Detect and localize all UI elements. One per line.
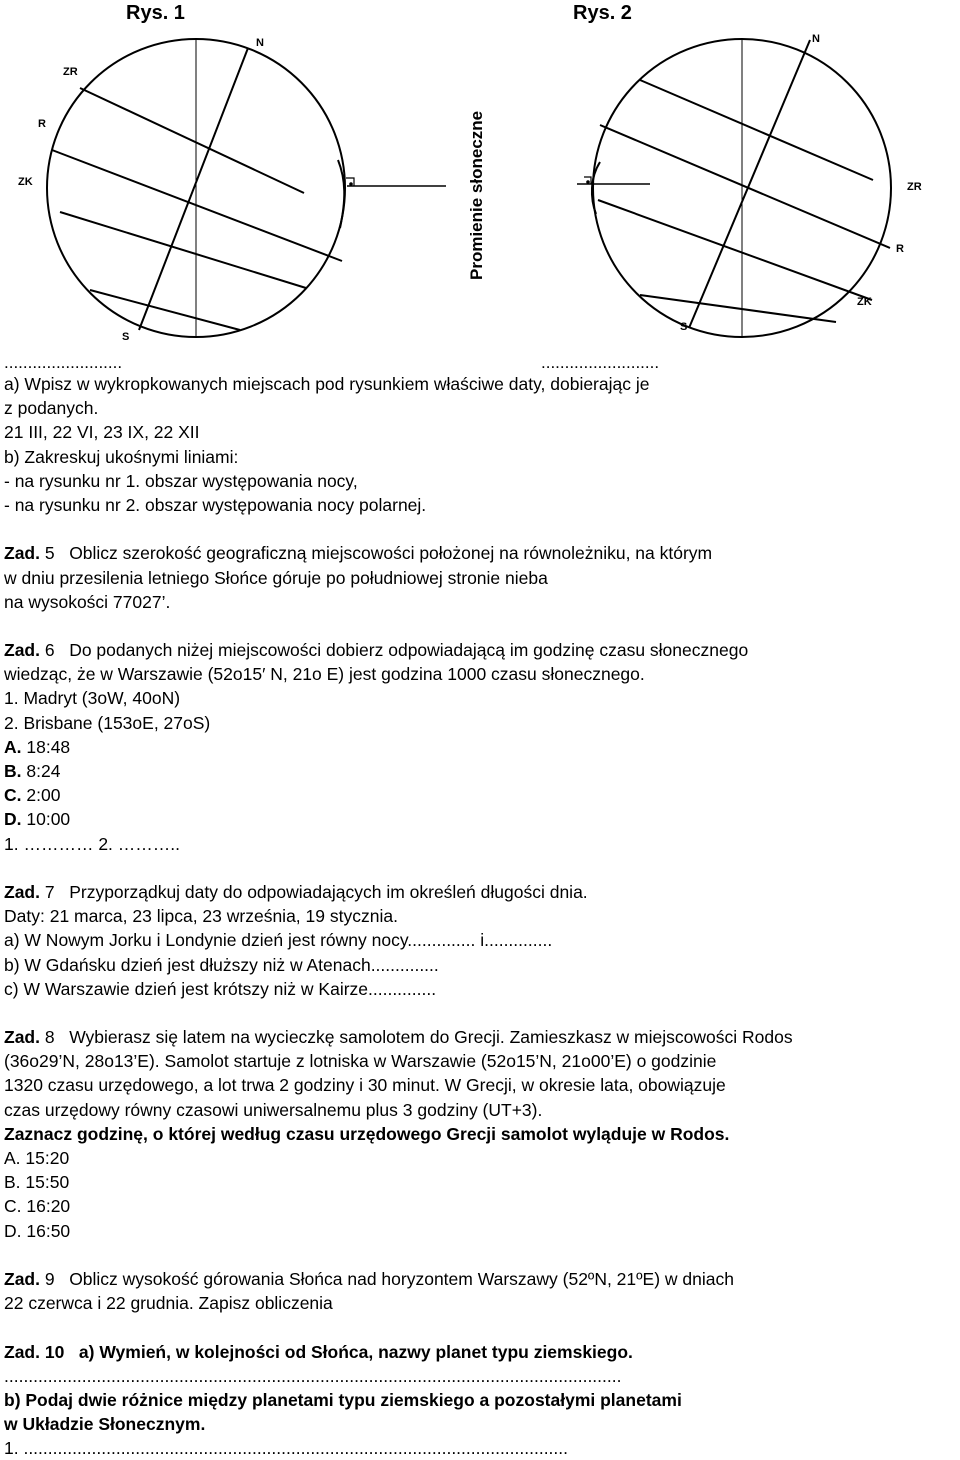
task8-option-d[interactable]: D. 16:50 <box>4 1220 71 1241</box>
task8-line1 <box>4 1025 954 1049</box>
earth-axis <box>689 40 810 328</box>
task4-line-b: b) Zakreskuj ukośnymi liniami: <box>4 446 239 467</box>
task-label: Zad. <box>4 1027 40 1048</box>
earth-2-letters <box>680 33 922 333</box>
task-label: Zad. <box>4 1341 40 1362</box>
option-letter: B. <box>4 761 22 781</box>
task-label: Zad. <box>4 543 40 564</box>
task5-line3: na wysokości 77027’. <box>4 591 171 612</box>
earth-diagram-2 <box>577 39 891 337</box>
task7-dates: Daty: 21 marca, 23 lipca, 23 września, 19 stycznia. <box>4 906 398 927</box>
task6-option-b[interactable] <box>4 759 954 783</box>
task10-a <box>4 1340 954 1364</box>
task8-line4: czas urzędowy równy czasowi uniwersalnemu plus 3 godziny (UT+3). <box>4 1099 543 1120</box>
task7-a[interactable]: a) W Nowym Jorku i Londynie dzień jest równy nocy.............. i.............. <box>4 930 553 951</box>
label-zr: ZR <box>63 66 78 78</box>
task-number: 9 <box>44 1268 55 1289</box>
label-s: S <box>122 331 130 343</box>
option-text: 8:24 <box>26 761 61 781</box>
task8-line3: 1320 czasu urzędowego, a lot trwa 2 godziny i 30 minut. W Grecji, w okresie lata, obowiązuje <box>4 1075 726 1096</box>
task10-b-answer[interactable]: 1. ................................................................................................................ <box>4 1438 569 1459</box>
parallel-line <box>90 290 240 330</box>
label-n: N <box>256 37 264 49</box>
task6-line2: wiedząc, że w Warszawie (52o15′ N, 21o E) jest godzina 1000 czasu słonecznego. <box>4 664 645 685</box>
option-letter: C. <box>4 785 22 806</box>
figure-2-label: Rys. 2 <box>573 2 632 24</box>
task8-text-1: Wybierasz się latem na wycieczkę samolotem do Grecji. Zamieszkasz w miejscowości Rodos <box>69 1027 793 1048</box>
task4-line-a2: z podanych. <box>4 398 99 419</box>
parallel-line <box>598 200 872 300</box>
task-label: Zad. <box>4 881 40 902</box>
dot-mark <box>586 180 590 184</box>
task9-line2: 22 czerwca i 22 grudnia. Zapisz obliczenia <box>4 1293 333 1314</box>
task8-option-a[interactable]: A. 15:20 <box>4 1148 70 1168</box>
task-number: 7 <box>44 881 55 902</box>
task6-option-a[interactable] <box>4 735 954 759</box>
task7-b[interactable]: b) W Gdańsku dzień jest dłuższy niż w Atenach.............. <box>4 954 439 975</box>
task5-line2: w dniu przesilenia letniego Słońce góruje po południowej stronie nieba <box>4 567 548 588</box>
task8-question: Zaznacz godzinę, o której według czasu urzędowego Grecji samolot wyląduje w Rodos. <box>4 1123 730 1144</box>
label-r: R <box>896 243 904 255</box>
task5-line1 <box>4 541 954 565</box>
task7-c[interactable]: c) W Warszawie dzień jest krótszy niż w Kairze.............. <box>4 978 437 999</box>
option-letter: D. <box>4 809 22 830</box>
label-s: S <box>680 321 688 333</box>
label-n: N <box>812 33 820 45</box>
task8-option-c[interactable]: C. 16:20 <box>4 1196 71 1217</box>
task10-a-answer-dots[interactable]: ............................................................................................................................... <box>4 1365 622 1386</box>
parallel-line <box>80 88 304 193</box>
earth-illumination-figure <box>0 28 960 350</box>
label-r: R <box>38 118 46 130</box>
task6-text-1: Do podanych niżej miejscowości dobierz odpowiadającą im godzinę czasu słonecznego <box>69 640 749 661</box>
task-number: 6 <box>44 640 55 661</box>
option-letter: A. <box>4 736 22 757</box>
task4-line-a1: a) Wpisz w wykropkowanych miejscach pod rysunkiem właściwe daty, dobierając je <box>4 374 650 394</box>
task7-title-text: Przyporządkuj daty do odpowiadających im określeń długości dnia. <box>69 881 588 902</box>
task4-line-b2: - na rysunku nr 2. obszar występowania nocy polarnej. <box>4 494 427 515</box>
task-label: Zad. <box>4 1268 40 1289</box>
task10-b1: b) Podaj dwie różnice między planetami typu ziemskiego a pozostałymi planetami <box>4 1389 682 1410</box>
task9-text-1: Oblicz wysokość górowania Słońca nad horyzontem Warszawy (52ºN, 21ºE) w dniach <box>69 1268 734 1289</box>
task-label: Zad. <box>4 640 40 661</box>
task8-line2: (36o29’N, 28o13’E). Samolot startuje z lotniska w Warszawie (52o15’N, 21o00’E) o godzinie <box>4 1051 717 1072</box>
task-number: 10 <box>44 1341 65 1362</box>
task6-option-c[interactable] <box>4 783 954 807</box>
equator-line <box>600 125 890 248</box>
parallel-line <box>60 212 306 288</box>
worksheet-text <box>4 372 954 1460</box>
task5-text-1: Oblicz szerokość geograficzną miejscowości położonej na równoleżniku, na którym <box>69 543 713 564</box>
task10-a-text: a) Wymień, w kolejności od Słońca, nazwy planet typu ziemskiego. <box>78 1341 633 1362</box>
task4-dates: 21 III, 22 VI, 23 IX, 22 XII <box>4 422 200 443</box>
task-number: 5 <box>44 543 55 564</box>
task6-place2: 2. Brisbane (153oE, 27oS) <box>4 712 211 733</box>
dot-mark <box>349 182 353 186</box>
earth-1-letters <box>18 37 264 343</box>
option-text: 18:48 <box>26 736 71 757</box>
label-zk: ZK <box>857 296 872 308</box>
task4-line-b1: - na rysunku nr 1. obszar występowania nocy, <box>4 470 358 491</box>
task7-title <box>4 880 954 904</box>
earth-diagram-1 <box>47 39 446 337</box>
answer-dots-figure-1[interactable]: ......................... <box>4 353 123 372</box>
task6-line1 <box>4 638 954 662</box>
task8-option-b[interactable]: B. 15:50 <box>4 1172 70 1193</box>
task6-option-d[interactable] <box>4 807 954 831</box>
sun-rays-label: Promienie słoneczne <box>467 110 486 280</box>
label-zk: ZK <box>18 176 33 188</box>
task6-answer-line[interactable]: 1. ………… 2. ……….. <box>4 833 180 854</box>
task-number: 8 <box>44 1027 55 1048</box>
figure-1-label: Rys. 1 <box>126 2 185 24</box>
option-text: 10:00 <box>26 809 71 830</box>
task9-line1 <box>4 1267 954 1291</box>
task10-b2: w Układzie Słonecznym. <box>4 1414 206 1435</box>
answer-dots-figure-2[interactable]: ......................... <box>541 353 660 372</box>
equator-line <box>52 150 342 261</box>
label-zr: ZR <box>907 181 922 193</box>
option-text: 2:00 <box>26 785 61 806</box>
task6-place1: 1. Madryt (3oW, 40oN) <box>4 688 181 709</box>
